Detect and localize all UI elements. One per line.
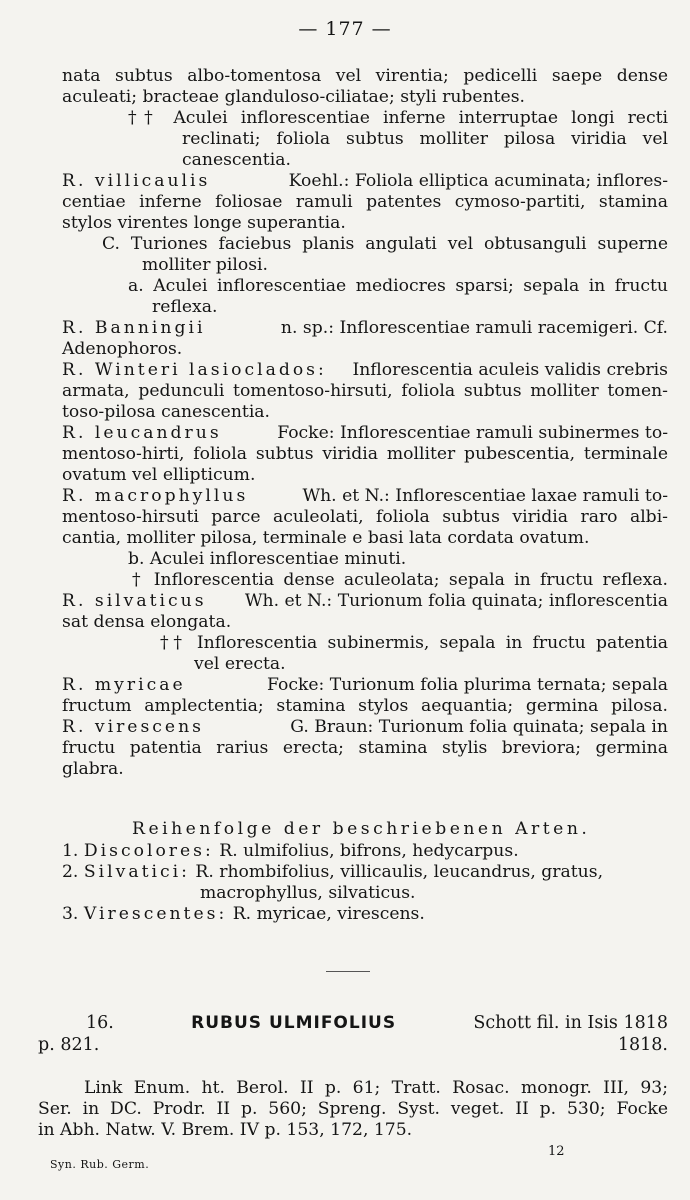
species-name: R. macrophyllus [62, 486, 249, 506]
order-item [62, 841, 668, 862]
text-line: mentoso-hirti, foliola subtus viridia molliter pubescentia, terminale [62, 444, 668, 464]
order-item-continued: macrophyllus, silvaticus. [200, 883, 416, 903]
text-line: fructum amplectentia; stamina stylos aequantia; germina pilosa. [62, 696, 668, 716]
entry-subline [38, 1034, 668, 1056]
page-number: — 177 — [298, 18, 392, 40]
species-entry [38, 1012, 668, 1056]
order-group: Discolores: [83, 841, 214, 861]
order-num: 2. [62, 862, 79, 882]
text-line: centiae inferne foliosae ramuli patentes cymoso-partiti, stamina [62, 192, 668, 212]
printer-signature: Syn. Rub. Germ. [50, 1158, 150, 1171]
species-line [62, 318, 668, 339]
species-desc: n. sp.: Inflorescentiae ramuli racemigeri. Cf. [280, 318, 668, 338]
species-name: R. Banningii [62, 318, 206, 338]
species-name: R. villicaulis [62, 171, 211, 191]
species-desc: G. Braun: Turionum folia quinata; sepala in [290, 717, 668, 737]
species-name: R. Winteri lasioclados: [62, 360, 327, 380]
entry-number: 16. [86, 1013, 114, 1033]
species-name: R. silvaticus [62, 591, 207, 611]
entry-year: 1818. [617, 1035, 668, 1055]
body-text [62, 66, 668, 780]
species-line [62, 717, 668, 738]
text-line: toso-pilosa canescentia. [62, 402, 271, 422]
reference-line: Ser. in DC. Prodr. II p. 560; Spreng. Syst. veget. II p. 530; Focke [38, 1099, 668, 1119]
section-divider [326, 971, 370, 972]
species-desc: Inflorescentia aculeis validis crebris [352, 360, 668, 380]
text-line: stylos virentes longe superantia. [62, 213, 346, 233]
species-desc: Wh. et N.: Inflorescentiae laxae ramuli to- [302, 486, 668, 506]
text-line: canescentia. [182, 150, 291, 170]
order-species: R. myricae, virescens. [232, 904, 425, 924]
text-line: a. Aculei inflorescentiae mediocres sparsi; sepala in fructu [128, 276, 668, 296]
text-line: Adenophoros. [62, 339, 183, 359]
order-group: Silvatici: [83, 862, 190, 882]
text-line: fructu patentia rarius erecta; stamina stylis breviora; germina glabra. [62, 738, 668, 779]
reference-line: Link Enum. ht. Berol. II p. 61; Tratt. Rosac. monogr. III, 93; [84, 1078, 668, 1098]
order-species: R. rhombifolius, villicaulis, leucandrus, gratus, [195, 862, 604, 882]
species-name: R. leucandrus [62, 423, 222, 443]
text-line: sat densa elongata. [62, 612, 232, 632]
species-desc: Koehl.: Foliola elliptica acuminata; inflores- [288, 171, 668, 191]
text-line: reflexa. [152, 297, 218, 317]
text-line: aculeati; bracteae glanduloso-ciliatae; styli rubentes. [62, 87, 526, 107]
species-desc: Wh. et N.: Turionum folia quinata; inflorescentia [244, 591, 668, 611]
text-line: mentoso-hirsuti parce aculeolati, foliola subtus viridia raro albi- [62, 507, 668, 527]
order-species: R. ulmifolius, bifrons, hedycarpus. [219, 841, 519, 861]
species-name: R. virescens [62, 717, 204, 737]
text-line: ovatum vel ellipticum. [62, 465, 256, 485]
species-desc: Focke: Inflorescentiae ramuli subinermes to- [277, 423, 668, 443]
species-line [62, 591, 668, 612]
text-line: vel erecta. [194, 654, 286, 674]
text-line: C. Turiones faciebus planis angulati vel obtusanguli superne [102, 234, 668, 254]
references [38, 1078, 668, 1141]
species-desc: Focke: Turionum folia plurima ternata; sepala [266, 675, 668, 695]
species-name: R. myricae [62, 675, 186, 695]
order-item [62, 904, 668, 925]
species-line [62, 360, 668, 381]
species-line [62, 675, 668, 696]
order-heading: Reihenfolge der beschriebenen Arten. [132, 819, 591, 839]
entry-author: Schott fil. in Isis 1818 [473, 1013, 668, 1033]
text-line: †† Aculei inflorescentiae inferne interruptae longi recti [128, 108, 668, 128]
text-line: cantia, molliter pilosa, terminale e basi lata cordata ovatum. [62, 528, 590, 548]
sheet-number: 12 [548, 1144, 565, 1159]
text-line: b. Aculei inflorescentiae minuti. [128, 549, 407, 569]
species-line [62, 486, 668, 507]
order-section [62, 819, 668, 925]
reference-line: in Abh. Natw. V. Brem. IV p. 153, 172, 175. [38, 1120, 413, 1140]
text-line: † Inflorescentia dense aculeolata; sepala in fructu reflexa. [132, 570, 668, 590]
entry-page-ref: p. 821. [38, 1035, 100, 1055]
text-line: molliter pilosi. [142, 255, 269, 275]
order-item [62, 862, 668, 883]
species-line [62, 423, 668, 444]
entry-heading [62, 1012, 668, 1034]
species-line [62, 171, 668, 192]
order-num: 1. [62, 841, 79, 861]
text-line: armata, pedunculi tomentoso-hirsuti, foliola subtus molliter tomen- [62, 381, 668, 401]
order-num: 3. [62, 904, 79, 924]
text-line: nata subtus albo-tomentosa vel virentia; pedicelli saepe dense [62, 66, 668, 86]
text-line: †† Inflorescentia subinermis, sepala in fructu patentia [160, 633, 668, 653]
text-line: reclinati; foliola subtus molliter pilosa viridia vel [182, 129, 668, 149]
order-group: Virescentes: [83, 904, 228, 924]
entry-name: RUBUS ULMIFOLIUS [191, 1013, 397, 1033]
